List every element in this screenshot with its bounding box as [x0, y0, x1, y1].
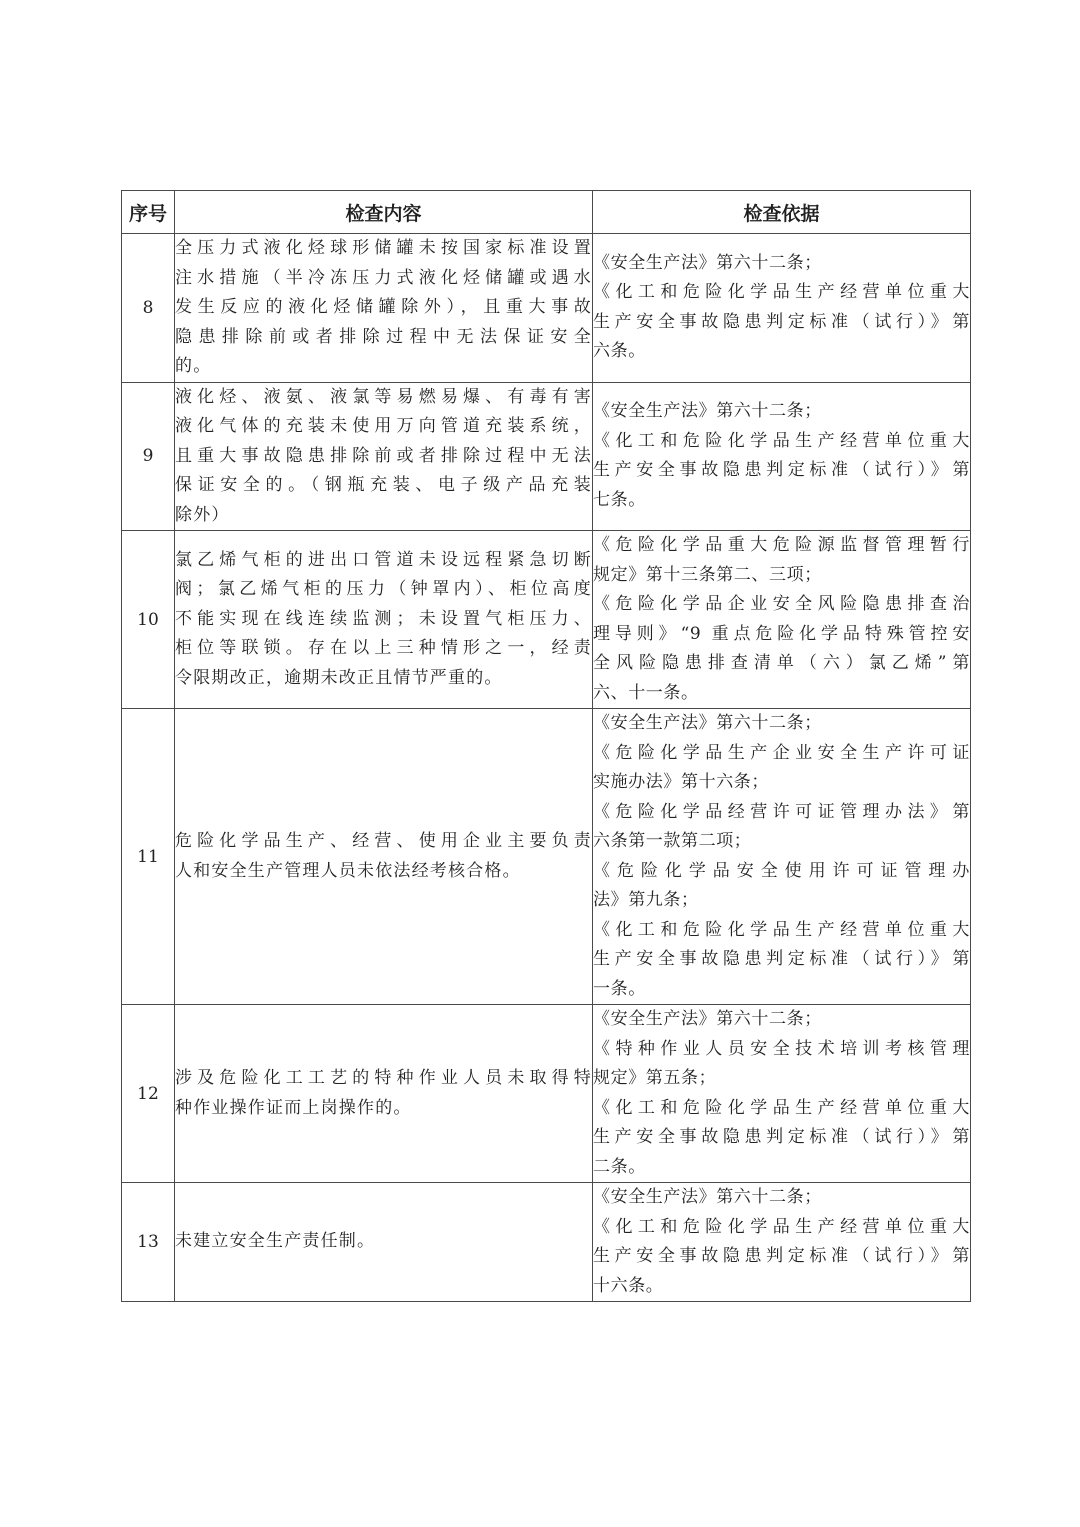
inspection-basis-cell	[593, 709, 971, 1005]
inspection-basis-cell	[593, 531, 971, 709]
content-line: 且重大事故隐患排除前或者排除过程中无法	[175, 445, 592, 466]
table-header-row	[122, 191, 971, 234]
basis-line: 《危险化学品经营许可证管理办法》第	[593, 801, 970, 822]
inspection-content-cell	[175, 709, 593, 1005]
basis-line: 《安全生产法》第六十二条；	[593, 401, 822, 422]
row-number: 13	[122, 1183, 175, 1302]
basis-line: 全风险隐患排查清单（六）氯乙烯”第	[593, 653, 970, 673]
basis-line: 十六条。	[593, 1275, 664, 1296]
basis-line: 七条。	[593, 489, 646, 510]
basis-line: 生产安全事故隐患判定标准（试行）》第	[593, 460, 970, 481]
header-inspection-content: 检查内容	[175, 191, 593, 234]
inspection-basis-cell	[593, 1005, 971, 1183]
basis-line: 规定》第五条；	[593, 1068, 717, 1088]
basis-line: 《危险化学品企业安全风险隐患排查治	[593, 594, 970, 614]
basis-line: 理导则》“9 重点危险化学品特殊管控安	[593, 623, 970, 644]
basis-line: 《化工和危险化学品生产经营单位重大	[593, 919, 970, 940]
table-row	[122, 531, 971, 709]
content-line: 的。	[175, 356, 212, 376]
content-line: 除外）	[175, 504, 230, 525]
content-line: 涉及危险化工工艺的特种作业人员未取得特	[175, 1068, 592, 1088]
basis-line: 实施办法》第十六条；	[593, 772, 769, 792]
basis-line: 《危险化学品生产企业安全生产许可证	[593, 742, 970, 763]
table-row	[122, 382, 971, 531]
table-row	[122, 1183, 971, 1302]
basis-line: 六条第一款第二项；	[593, 831, 752, 851]
content-line: 令限期改正，逾期未改正且情节严重的。	[175, 667, 503, 688]
row-number: 10	[122, 531, 175, 709]
header-inspection-basis: 检查依据	[593, 191, 971, 234]
basis-line: 六条。	[593, 341, 646, 362]
basis-line: 六、十一条。	[593, 682, 699, 703]
table-row	[122, 234, 971, 383]
basis-line: 生产安全事故隐患判定标准（试行）》第	[593, 1246, 970, 1266]
row-number: 12	[122, 1005, 175, 1183]
basis-line: 生产安全事故隐患判定标准（试行）》第	[593, 1127, 970, 1147]
content-line: 发生反应的液化烃储罐除外），且重大事故	[175, 297, 592, 317]
row-number: 9	[122, 382, 175, 531]
row-number: 8	[122, 234, 175, 383]
basis-line: 《化工和危险化学品生产经营单位重大	[593, 1097, 970, 1118]
table-row	[122, 709, 971, 1005]
content-line: 不能实现在线连续监测；未设置气柜压力、	[175, 608, 592, 629]
basis-line: 生产安全事故隐患判定标准（试行）》第	[593, 311, 970, 332]
content-line: 保证安全的。（钢瓶充装、电子级产品充装	[175, 475, 592, 495]
inspection-content-cell	[175, 382, 593, 531]
basis-line: 二条。	[593, 1156, 646, 1177]
header-serial-number: 序号	[122, 191, 175, 234]
content-line: 阀；氯乙烯气柜的压力（钟罩内）、柜位高度	[175, 579, 592, 600]
content-line: 危险化学品生产、经营、使用企业主要负责	[175, 831, 592, 851]
inspection-content-cell	[175, 531, 593, 709]
content-line: 注水措施（半冷冻压力式液化烃储罐或遇水	[175, 267, 592, 288]
inspection-table	[121, 190, 971, 1302]
row-number: 11	[122, 709, 175, 1005]
basis-line: 《危险化学品重大危险源监督管理暂行	[593, 535, 970, 555]
basis-line: 法》第九条；	[593, 890, 699, 910]
basis-line: 规定》第十三条第二、三项；	[593, 564, 822, 585]
inspection-basis-cell	[593, 1183, 971, 1302]
content-line: 全压力式液化烃球形储罐未按国家标准设置	[175, 238, 592, 258]
content-line: 液化气体的充装未使用万向管道充装系统，	[175, 416, 592, 436]
inspection-content-cell	[175, 234, 593, 383]
inspection-basis-cell	[593, 382, 971, 531]
basis-line: 《化工和危险化学品生产经营单位重大	[593, 430, 970, 451]
content-line: 未建立安全生产责任制。	[175, 1231, 376, 1252]
inspection-content-cell	[175, 1183, 593, 1302]
content-line: 氯乙烯气柜的进出口管道未设远程紧急切断	[175, 549, 592, 570]
content-line: 柜位等联锁。存在以上三种情形之一，经责	[175, 638, 592, 659]
basis-line: 《安全生产法》第六十二条；	[593, 1009, 822, 1029]
basis-line: 《危险化学品安全使用许可证管理办	[593, 860, 970, 881]
basis-line: 《安全生产法》第六十二条；	[593, 1187, 822, 1207]
basis-line: 一条。	[593, 978, 646, 999]
table-row	[122, 1005, 971, 1183]
basis-line: 生产安全事故隐患判定标准（试行）》第	[593, 949, 970, 969]
basis-line: 《安全生产法》第六十二条；	[593, 252, 822, 273]
content-line: 人和安全生产管理人员未依法经考核合格。	[175, 860, 521, 881]
basis-line: 《特种作业人员安全技术培训考核管理	[593, 1038, 970, 1059]
basis-line: 《化工和危险化学品生产经营单位重大	[593, 282, 970, 303]
content-line: 隐患排除前或者排除过程中无法保证安全	[175, 326, 592, 347]
inspection-table-page	[121, 190, 970, 1302]
content-line: 液化烃、液氨、液氯等易燃易爆、有毒有害	[175, 386, 592, 407]
content-line: 种作业操作证而上岗操作的。	[175, 1097, 412, 1118]
inspection-content-cell	[175, 1005, 593, 1183]
basis-line: 《安全生产法》第六十二条；	[593, 713, 822, 733]
inspection-basis-cell	[593, 234, 971, 383]
basis-line: 《化工和危险化学品生产经营单位重大	[593, 1216, 970, 1237]
